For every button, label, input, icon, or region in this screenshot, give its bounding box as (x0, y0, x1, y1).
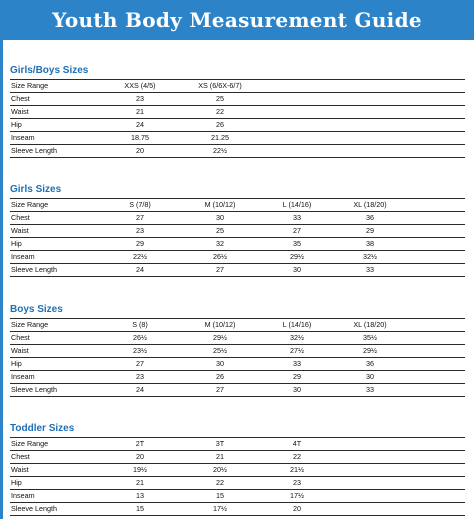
cell: 30 (293, 385, 301, 394)
cell: 15 (136, 504, 144, 513)
cell: S (7/8) (129, 200, 151, 209)
section-girls (10, 183, 465, 277)
section-title: Toddler Sizes (10, 423, 75, 434)
cell: 19½ (133, 465, 147, 474)
header-banner (0, 0, 474, 40)
cell: 36 (366, 213, 374, 222)
cell: S (8) (132, 320, 148, 329)
cell: 18.75 (131, 133, 149, 142)
cell: XL (18/20) (353, 200, 387, 209)
cell: 32 (216, 239, 224, 248)
cell: 33 (293, 359, 301, 368)
row-label: Size Range (11, 439, 49, 448)
row-label: Sleeve Length (11, 146, 57, 155)
section-title: Boys Sizes (10, 304, 63, 315)
cell: 32½ (290, 333, 304, 342)
row-label: Sleeve Length (11, 385, 57, 394)
section-title: Girls Sizes (10, 184, 62, 195)
cell: 23 (136, 94, 144, 103)
table-row (10, 450, 465, 463)
left-border (0, 40, 3, 519)
row-label: Waist (11, 107, 29, 116)
table-row (10, 502, 465, 516)
cell: 22½ (133, 252, 147, 261)
cell: 30 (293, 265, 301, 274)
cell: 26½ (133, 333, 147, 342)
cell: 29 (293, 372, 301, 381)
table-row (10, 131, 465, 144)
table-row (10, 250, 465, 263)
cell: 21 (136, 478, 144, 487)
cell: 25 (216, 226, 224, 235)
cell: 36 (366, 359, 374, 368)
cell: 38 (366, 239, 374, 248)
section-toddler (10, 422, 465, 516)
row-label: Size Range (11, 81, 49, 90)
section-title: Girls/Boys Sizes (10, 65, 89, 76)
table-row (10, 79, 465, 92)
cell: 22 (216, 478, 224, 487)
cell: 13 (136, 491, 144, 500)
row-label: Inseam (11, 372, 35, 381)
cell: XXS (4/5) (124, 81, 156, 90)
cell: 29 (366, 226, 374, 235)
cell: 30 (216, 213, 224, 222)
cell: L (14/16) (282, 320, 312, 329)
cell: 3T (215, 439, 225, 448)
cell: 25½ (213, 346, 227, 355)
cell: 22 (293, 452, 301, 461)
section-boys (10, 303, 465, 397)
row-label: Waist (11, 226, 29, 235)
cell: 21 (136, 107, 144, 116)
cell: 23½ (133, 346, 147, 355)
table-row (10, 198, 465, 211)
cell: 27 (136, 359, 144, 368)
cell: 23 (136, 226, 144, 235)
cell: 30 (216, 359, 224, 368)
cell: 20½ (213, 465, 227, 474)
cell: 27 (216, 265, 224, 274)
table-row (10, 237, 465, 250)
table-row (10, 331, 465, 344)
table-row (10, 489, 465, 502)
row-label: Hip (11, 478, 22, 487)
row-label: Inseam (11, 491, 35, 500)
table-row (10, 318, 465, 331)
cell: 27 (216, 385, 224, 394)
table-row (10, 224, 465, 237)
cell: 27½ (290, 346, 304, 355)
cell: 21.25 (211, 133, 229, 142)
table-row (10, 118, 465, 131)
cell: 15 (216, 491, 224, 500)
cell: 23 (293, 478, 301, 487)
table-row (10, 357, 465, 370)
table-row (10, 211, 465, 224)
cell: 17½ (290, 491, 304, 500)
row-label: Size Range (11, 320, 49, 329)
cell: 32½ (363, 252, 377, 261)
table-row (10, 383, 465, 397)
cell: 21½ (290, 465, 304, 474)
cell: 26½ (213, 252, 227, 261)
row-label: Sleeve Length (11, 265, 57, 274)
cell: 21 (216, 452, 224, 461)
row-label: Size Range (11, 200, 49, 209)
cell: 35½ (363, 333, 377, 342)
cell: 30 (366, 372, 374, 381)
table-row (10, 105, 465, 118)
cell: 29 (136, 239, 144, 248)
cell: 24 (136, 120, 144, 129)
table-row (10, 476, 465, 489)
cell: 27 (293, 226, 301, 235)
page-title: Youth Body Measurement Guide (52, 8, 422, 32)
table-row (10, 92, 465, 105)
row-label: Hip (11, 120, 22, 129)
cell: 2T (135, 439, 145, 448)
table-row (10, 463, 465, 476)
row-label: Sleeve Length (11, 504, 57, 513)
cell: XS (6/6X-6/7) (198, 81, 242, 90)
row-label: Hip (11, 239, 22, 248)
cell: 33 (366, 265, 374, 274)
cell: 22½ (213, 146, 227, 155)
cell: 33 (366, 385, 374, 394)
row-label: Chest (11, 213, 30, 222)
table-row (10, 263, 465, 277)
cell: 4T (292, 439, 302, 448)
row-label: Chest (11, 333, 30, 342)
cell: M (10/12) (204, 200, 236, 209)
cell: XL (18/20) (353, 320, 387, 329)
cell: L (14/16) (282, 200, 312, 209)
cell: 17½ (213, 504, 227, 513)
cell: 24 (136, 385, 144, 394)
cell: 26 (216, 120, 224, 129)
cell: M (10/12) (204, 320, 236, 329)
table-row (10, 344, 465, 357)
cell: 29½ (290, 252, 304, 261)
section-girls-boys (10, 64, 465, 158)
row-label: Chest (11, 94, 30, 103)
row-label: Waist (11, 346, 29, 355)
row-label: Inseam (11, 252, 35, 261)
row-label: Chest (11, 452, 30, 461)
cell: 29½ (213, 333, 227, 342)
cell: 35 (293, 239, 301, 248)
table-row (10, 370, 465, 383)
cell: 20 (136, 146, 144, 155)
cell: 23 (136, 372, 144, 381)
cell: 29½ (363, 346, 377, 355)
cell: 25 (216, 94, 224, 103)
row-label: Waist (11, 465, 29, 474)
row-label: Hip (11, 359, 22, 368)
row-label: Inseam (11, 133, 35, 142)
cell: 26 (216, 372, 224, 381)
cell: 20 (136, 452, 144, 461)
cell: 24 (136, 265, 144, 274)
cell: 22 (216, 107, 224, 116)
table-row (10, 437, 465, 450)
cell: 33 (293, 213, 301, 222)
cell: 27 (136, 213, 144, 222)
cell: 20 (293, 504, 301, 513)
table-row (10, 144, 465, 158)
